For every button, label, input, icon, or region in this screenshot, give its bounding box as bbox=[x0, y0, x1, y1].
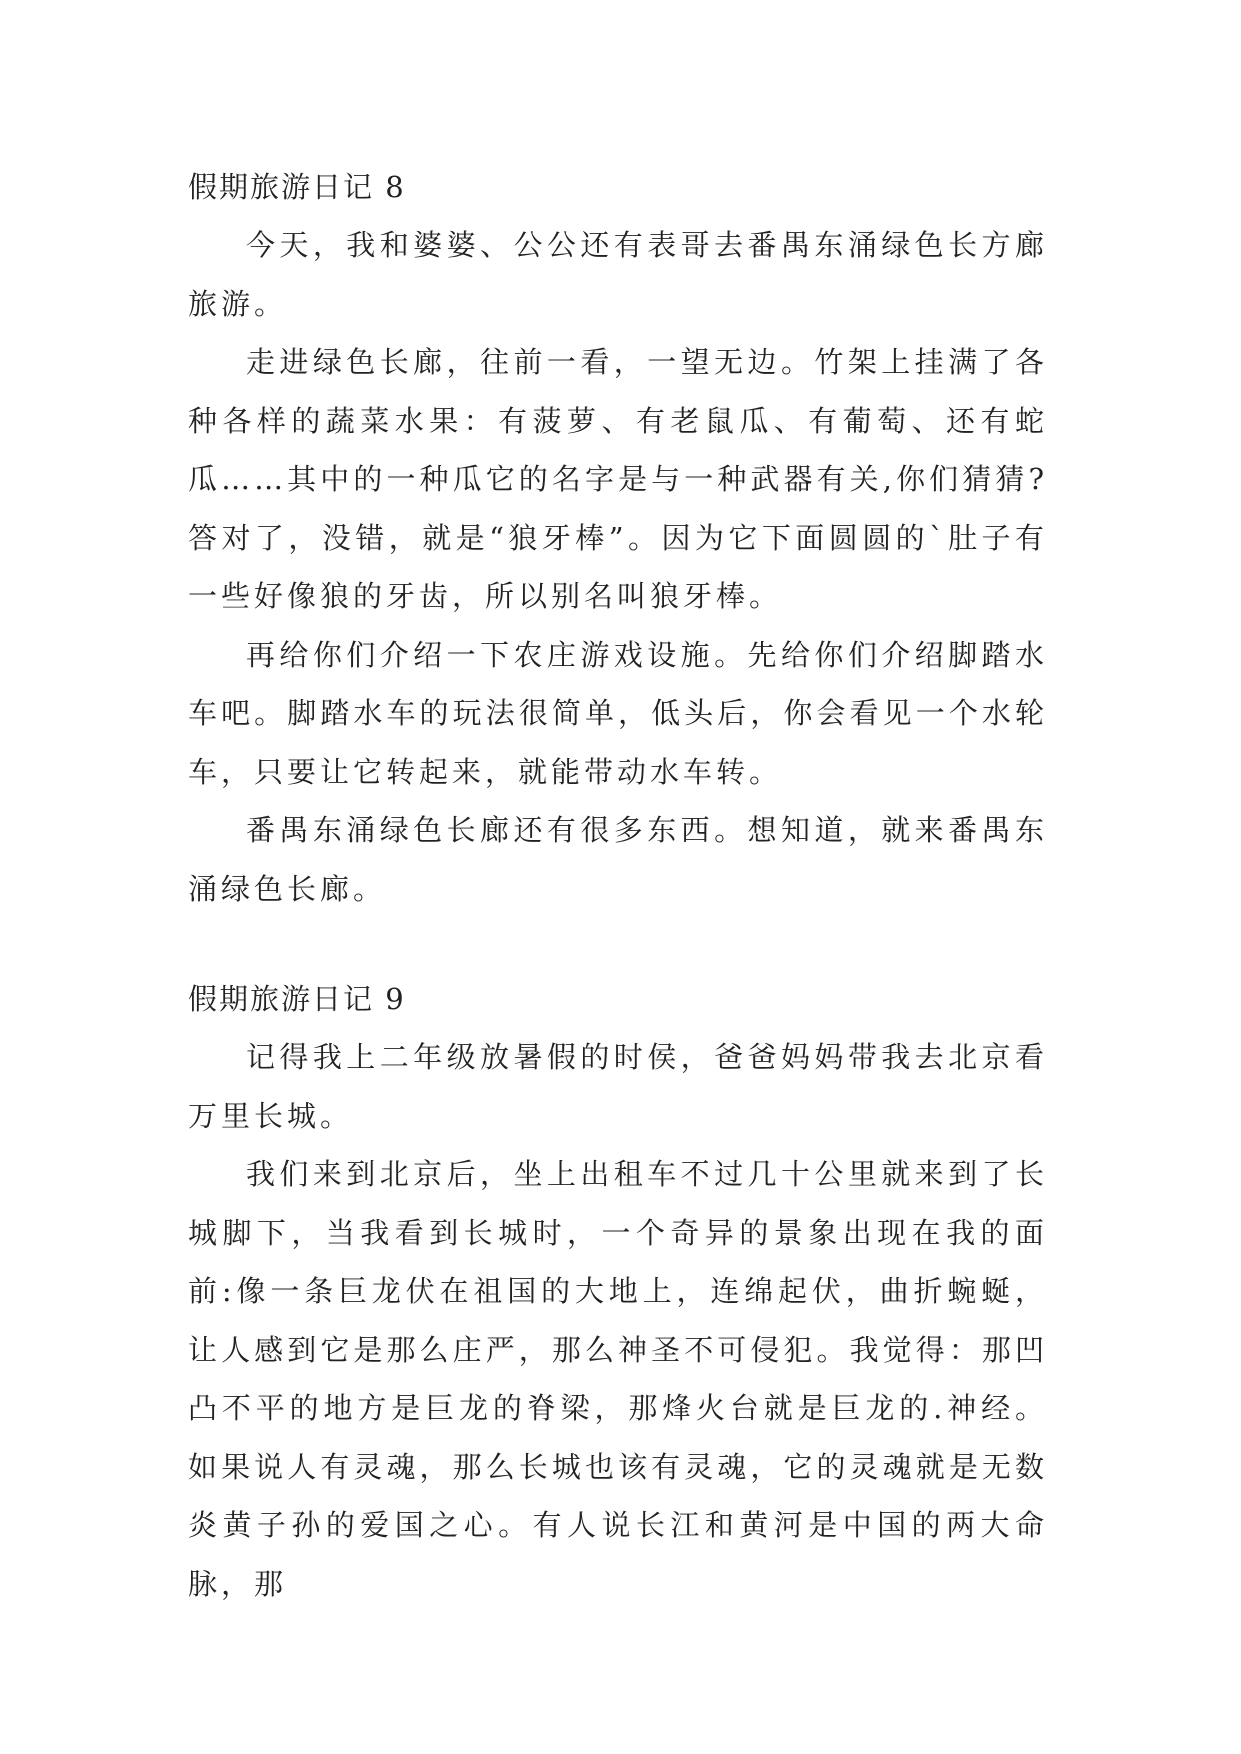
entry-paragraph: 再给你们介绍一下农庄游戏设施。先给你们介绍脚踏水车吧。脚踏水车的玩法很简单，低头后，你会看见一个水轮车，只要让它转起来，就能带动水车转。 bbox=[188, 637, 1048, 789]
diary-entry-9 bbox=[188, 970, 1048, 1613]
entry-title: 假期旅游日记 9 bbox=[188, 982, 406, 1016]
entry-paragraph: 走进绿色长廊，往前一看，一望无边。竹架上挂满了各种各样的蔬菜水果：有菠萝、有老鼠瓜、有葡萄、还有蛇瓜……其中的一种瓜它的名字是与一种武器有关,你们猜猜?答对了，没错，就是“狼牙棒”。因为它下面圆圆的`肚子有一些好像狼的牙齿，所以别名叫狼牙棒。 bbox=[188, 345, 1048, 613]
entry-paragraph: 今天，我和婆婆、公公还有表哥去番禺东涌绿色长方廊旅游。 bbox=[188, 228, 1048, 321]
entry-title: 假期旅游日记 8 bbox=[188, 170, 406, 204]
entry-paragraph: 记得我上二年级放暑假的时侯，爸爸妈妈带我去北京看万里长城。 bbox=[188, 1040, 1048, 1133]
diary-entry-8 bbox=[188, 158, 1048, 918]
entry-paragraph: 我们来到北京后，坐上出租车不过几十公里就来到了长城脚下，当我看到长城时，一个奇异的景象出现在我的面前:像一条巨龙伏在祖国的大地上，连绵起伏，曲折蜿蜒，让人感到它是那么庄严，那么神圣不可侵犯。我觉得：那凹凸不平的地方是巨龙的脊梁，那烽火台就是巨龙的.神经。如果说人有灵魂，那么长城也该有灵魂，它的灵魂就是无数炎黄子孙的爱国之心。有人说长江和黄河是中国的两大命脉，那 bbox=[188, 1157, 1048, 1601]
entry-paragraph: 番禺东涌绿色长廊还有很多东西。想知道，就来番禺东涌绿色长廊。 bbox=[188, 813, 1048, 906]
